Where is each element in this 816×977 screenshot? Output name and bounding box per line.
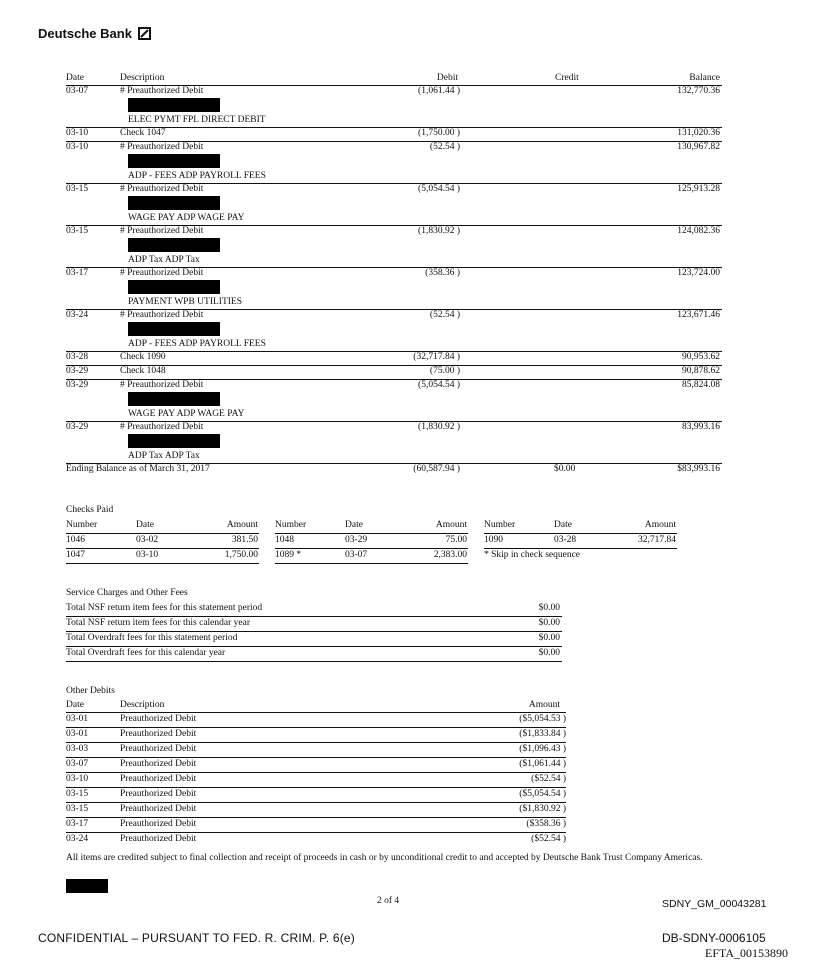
table-row — [66, 380, 722, 422]
row-balance: 83,993.16 — [682, 422, 720, 432]
col-amount: Amount — [528, 700, 560, 710]
table-row — [66, 788, 566, 803]
redaction-block — [66, 879, 108, 893]
table-row — [66, 743, 566, 758]
debit-amount: ($358.36 ) — [526, 819, 566, 829]
redaction-block — [128, 238, 220, 252]
debit-amount: ($52.54 ) — [531, 834, 566, 844]
row-balance: 123,671.46 — [677, 310, 720, 320]
table-row — [66, 773, 566, 788]
redaction-block — [128, 98, 220, 112]
col-amount: Amount — [435, 520, 467, 530]
row-debit: (1,750.00 ) — [418, 128, 460, 138]
col-date: Date — [345, 520, 363, 530]
table-row — [66, 833, 566, 847]
row-debit: (52.54 ) — [429, 310, 460, 320]
table-row — [66, 632, 562, 647]
check-amount: 2,383.00 — [433, 550, 467, 560]
table-row — [66, 758, 566, 773]
ending-balance: $83,993.16 — [677, 464, 720, 474]
efta-number: EFTA_00153890 — [705, 946, 789, 960]
brand-name: Deutsche Bank — [38, 26, 132, 41]
check-amount: 381.50 — [231, 535, 258, 545]
row-balance: 90,878.62 — [682, 366, 720, 376]
redaction-block — [128, 280, 220, 294]
checks-header — [66, 519, 259, 534]
table-row — [66, 534, 259, 549]
row-description: # Preauthorized Debit — [120, 184, 204, 194]
table-row — [66, 310, 722, 352]
row-balance: 85,824.08 — [682, 380, 720, 390]
table-row — [484, 534, 677, 549]
row-memo: PAYMENT WPB UTILITIES — [128, 297, 243, 307]
ending-balance-label: Ending Balance as of March 31, 2017 — [66, 464, 210, 474]
table-row — [66, 818, 566, 833]
table-row — [66, 422, 722, 464]
debit-date: 03-17 — [66, 819, 89, 829]
col-number: Number — [275, 520, 307, 530]
row-debit: (75.00 ) — [429, 366, 460, 376]
debit-description: Preauthorized Debit — [120, 714, 197, 724]
table-row — [66, 602, 562, 617]
check-date: 03-28 — [554, 535, 577, 545]
row-debit: (358.36 ) — [425, 268, 460, 278]
table-row — [66, 184, 722, 226]
table-row — [66, 647, 562, 662]
row-date: 03-24 — [66, 310, 89, 320]
row-date: 03-28 — [66, 352, 89, 362]
fee-label: Total NSF return item fees for this statement period — [66, 603, 263, 613]
fee-amount: $0.00 — [538, 618, 560, 628]
checks-header — [484, 519, 677, 534]
debit-amount: ($5,054.54 ) — [519, 789, 566, 799]
checks-column — [275, 519, 468, 564]
row-debit: (5,054.54 ) — [418, 380, 460, 390]
check-amount: 1,750.00 — [224, 550, 258, 560]
row-balance: 123,724.00 — [677, 268, 720, 278]
debit-description: Preauthorized Debit — [120, 759, 197, 769]
row-date: 03-29 — [66, 422, 89, 432]
table-row — [66, 226, 722, 268]
table-row — [66, 142, 722, 184]
row-memo: ELEC PYMT FPL DIRECT DEBIT — [128, 115, 266, 125]
deutsche-bank-logo-icon — [138, 27, 151, 40]
table-row — [66, 352, 722, 366]
col-description: Description — [120, 73, 165, 83]
page-number: 2 of 4 — [377, 896, 400, 906]
check-number: 1089 * — [275, 550, 302, 560]
confidential-notice: CONFIDENTIAL – PURSUANT TO FED. R. CRIM. P. 6(e) — [38, 931, 355, 945]
table-row — [66, 268, 722, 310]
debit-amount: ($1,061.44 ) — [519, 759, 566, 769]
col-credit: Credit — [555, 73, 579, 83]
debit-description: Preauthorized Debit — [120, 834, 197, 844]
debit-date: 03-07 — [66, 759, 89, 769]
check-amount: 32,717.84 — [638, 535, 676, 545]
debit-amount: ($5,054.53 ) — [519, 714, 566, 724]
debit-amount: ($1,833.84 ) — [519, 729, 566, 739]
debit-amount: ($1,830.92 ) — [519, 804, 566, 814]
row-balance: 90,953.62 — [682, 352, 720, 362]
row-debit: (1,830.92 ) — [418, 226, 460, 236]
row-description: # Preauthorized Debit — [120, 422, 204, 432]
row-debit: (52.54 ) — [429, 142, 460, 152]
col-date: Date — [66, 73, 84, 83]
col-date: Date — [554, 520, 572, 530]
other-debits-table — [66, 700, 566, 847]
skip-note-row — [484, 549, 677, 563]
row-date: 03-17 — [66, 268, 89, 278]
debit-amount: ($1,096.43 ) — [519, 744, 566, 754]
table-row — [275, 534, 468, 549]
table-row — [66, 128, 722, 142]
row-date: 03-10 — [66, 142, 89, 152]
redaction-block — [128, 392, 220, 406]
row-description: # Preauthorized Debit — [120, 380, 204, 390]
debit-date: 03-01 — [66, 714, 89, 724]
debit-description: Preauthorized Debit — [120, 789, 197, 799]
bates-sdny: SDNY_GM_00043281 — [662, 898, 767, 910]
row-memo: ADP - FEES ADP PAYROLL FEES — [128, 171, 266, 181]
table-row — [66, 86, 722, 128]
row-description: # Preauthorized Debit — [120, 142, 204, 152]
debit-date: 03-15 — [66, 789, 89, 799]
row-balance: 125,913.28 — [677, 184, 720, 194]
fee-amount: $0.00 — [538, 633, 560, 643]
col-number: Number — [66, 520, 98, 530]
row-memo: ADP Tax ADP Tax — [128, 451, 200, 461]
debit-description: Preauthorized Debit — [120, 744, 197, 754]
row-debit: (1,061.44 ) — [418, 86, 460, 96]
row-debit: (1,830.92 ) — [418, 422, 460, 432]
row-date: 03-10 — [66, 128, 89, 138]
table-row — [66, 617, 562, 632]
row-description: # Preauthorized Debit — [120, 310, 204, 320]
debit-date: 03-10 — [66, 774, 89, 784]
check-number: 1047 — [66, 550, 85, 560]
skip-note: * Skip in check sequence — [484, 550, 581, 560]
row-description: Check 1090 — [120, 352, 166, 362]
row-debit: (32,717.84 ) — [413, 352, 460, 362]
row-description: # Preauthorized Debit — [120, 226, 204, 236]
row-debit: (5,054.54 ) — [418, 184, 460, 194]
checks-paid-title: Checks Paid — [66, 505, 114, 515]
col-date: Date — [66, 700, 84, 710]
table-row — [66, 713, 566, 728]
debit-description: Preauthorized Debit — [120, 819, 197, 829]
fees-title: Service Charges and Other Fees — [66, 588, 188, 598]
check-number: 1048 — [275, 535, 294, 545]
row-date: 03-07 — [66, 86, 89, 96]
collection-note: All items are credited subject to final collection and receipt of proceeds in cash or by unconditional credit to and accepted by Deutsche Bank Trust Company Americas. — [66, 853, 703, 863]
check-number: 1090 — [484, 535, 503, 545]
col-number: Number — [484, 520, 516, 530]
table-row — [66, 728, 566, 743]
redaction-block — [128, 434, 220, 448]
row-date: 03-29 — [66, 366, 89, 376]
row-date: 03-29 — [66, 380, 89, 390]
redaction-block — [128, 322, 220, 336]
row-memo: WAGE PAY ADP WAGE PAY — [128, 409, 245, 419]
col-amount: Amount — [226, 520, 258, 530]
checks-header — [275, 519, 468, 534]
other-debits-title: Other Debits — [66, 686, 115, 696]
check-date: 03-29 — [345, 535, 368, 545]
debit-description: Preauthorized Debit — [120, 729, 197, 739]
ending-balance-row — [66, 464, 722, 478]
debit-description: Preauthorized Debit — [120, 774, 197, 784]
ending-debit: (60,587.94 ) — [413, 464, 460, 474]
row-description: Check 1047 — [120, 128, 166, 138]
col-balance: Balance — [689, 73, 720, 83]
col-date: Date — [136, 520, 154, 530]
ending-credit: $0.00 — [554, 464, 576, 474]
fee-label: Total NSF return item fees for this calendar year — [66, 618, 250, 628]
row-balance: 131,020.36 — [677, 128, 720, 138]
row-date: 03-15 — [66, 226, 89, 236]
row-memo: WAGE PAY ADP WAGE PAY — [128, 213, 245, 223]
col-description: Description — [120, 700, 165, 710]
debit-description: Preauthorized Debit — [120, 804, 197, 814]
debit-date: 03-15 — [66, 804, 89, 814]
check-date: 03-02 — [136, 535, 159, 545]
col-amount: Amount — [644, 520, 676, 530]
row-date: 03-15 — [66, 184, 89, 194]
row-description: Check 1048 — [120, 366, 166, 376]
fee-amount: $0.00 — [538, 648, 560, 658]
row-memo: ADP - FEES ADP PAYROLL FEES — [128, 339, 266, 349]
check-date: 03-07 — [345, 550, 368, 560]
check-date: 03-10 — [136, 550, 159, 560]
table-row — [66, 803, 566, 818]
other-debits-header — [66, 700, 566, 713]
row-description: # Preauthorized Debit — [120, 86, 204, 96]
fee-amount: $0.00 — [538, 603, 560, 613]
redaction-block — [128, 196, 220, 210]
checks-column — [484, 519, 677, 563]
row-balance: 132,770.36 — [677, 86, 720, 96]
row-balance: 130,967.82 — [677, 142, 720, 152]
debit-date: 03-03 — [66, 744, 89, 754]
debit-amount: ($52.54 ) — [531, 774, 566, 784]
transactions-header — [66, 73, 722, 86]
fee-label: Total Overdraft fees for this statement period — [66, 633, 238, 643]
debit-date: 03-24 — [66, 834, 89, 844]
check-number: 1046 — [66, 535, 85, 545]
row-description: # Preauthorized Debit — [120, 268, 204, 278]
debit-date: 03-01 — [66, 729, 89, 739]
transactions-table — [66, 73, 722, 478]
fees-table — [66, 602, 562, 662]
bank-brand — [38, 26, 151, 41]
row-balance: 124,082.36 — [677, 226, 720, 236]
check-amount: 75.00 — [445, 535, 467, 545]
table-row — [66, 366, 722, 380]
fee-label: Total Overdraft fees for this calendar year — [66, 648, 226, 658]
col-debit: Debit — [436, 73, 458, 83]
redaction-block — [128, 154, 220, 168]
bates-db: DB-SDNY-0006105 — [662, 931, 766, 945]
table-row — [66, 549, 259, 564]
checks-column — [66, 519, 259, 564]
row-memo: ADP Tax ADP Tax — [128, 255, 200, 265]
table-row — [275, 549, 468, 564]
